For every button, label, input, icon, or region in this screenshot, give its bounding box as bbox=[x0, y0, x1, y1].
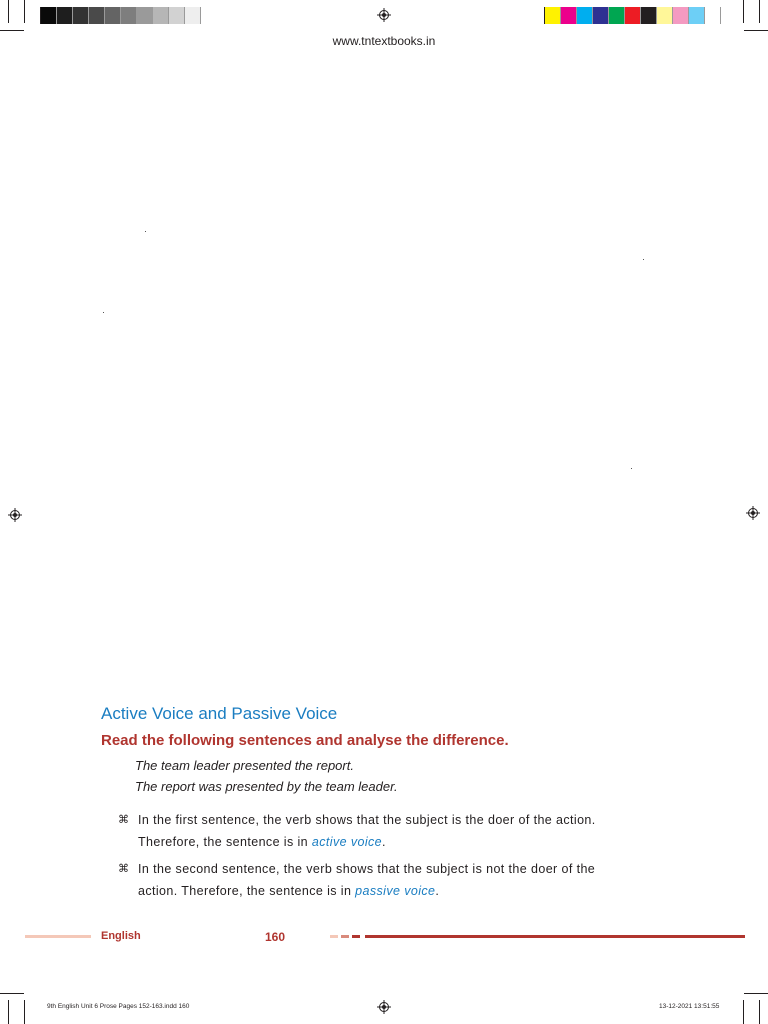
footer-rule-left bbox=[25, 935, 91, 938]
process-color-bar bbox=[544, 7, 721, 24]
registration-mark-icon bbox=[377, 1000, 391, 1014]
footer-dash bbox=[352, 935, 360, 938]
registration-mark-icon bbox=[8, 508, 22, 522]
color-swatch bbox=[169, 7, 185, 24]
registration-mark-icon bbox=[746, 506, 760, 520]
slug-timestamp: 13-12-2021 13:51:55 bbox=[659, 1003, 720, 1010]
crop-mark bbox=[744, 30, 768, 31]
slug-filename: 9th English Unit 6 Prose Pages 152-163.indd 160 bbox=[47, 1003, 190, 1010]
color-swatch bbox=[561, 7, 577, 24]
bullet-icon: ⌘ bbox=[118, 814, 130, 826]
speck bbox=[103, 312, 104, 313]
footer-dash bbox=[341, 935, 349, 938]
color-swatch bbox=[593, 7, 609, 24]
color-swatch bbox=[657, 7, 673, 24]
bullet-text bbox=[138, 858, 658, 902]
example-sentence: The team leader presented the report. bbox=[135, 758, 354, 773]
color-swatch bbox=[73, 7, 89, 24]
bullet-icon: ⌘ bbox=[118, 863, 130, 875]
bullet-line: In the first sentence, the verb shows that the subject is the doer of the action. bbox=[138, 813, 596, 827]
color-swatch bbox=[641, 7, 657, 24]
bullet-line bbox=[138, 831, 658, 853]
example-sentence: The report was presented by the team leader. bbox=[135, 779, 398, 794]
bullet-line: In the second sentence, the verb shows that the subject is not the doer of the bbox=[138, 862, 596, 876]
color-swatch bbox=[545, 7, 561, 24]
color-swatch bbox=[577, 7, 593, 24]
grayscale-color-bar bbox=[40, 7, 201, 24]
section-heading: Active Voice and Passive Voice bbox=[101, 704, 338, 723]
footer-subject: English bbox=[101, 930, 141, 942]
speck bbox=[643, 259, 644, 260]
highlight-term: active voice bbox=[311, 835, 383, 849]
bullet-line bbox=[138, 880, 658, 902]
crop-mark bbox=[0, 30, 24, 31]
bullet-point bbox=[118, 858, 658, 902]
color-swatch bbox=[41, 7, 57, 24]
color-swatch bbox=[609, 7, 625, 24]
highlight-term: passive voice bbox=[355, 884, 436, 898]
color-swatch bbox=[105, 7, 121, 24]
crop-mark bbox=[759, 0, 760, 23]
crop-mark bbox=[24, 1000, 25, 1024]
color-swatch bbox=[625, 7, 641, 24]
color-swatch bbox=[121, 7, 137, 24]
header-url: www.tntextbooks.in bbox=[332, 34, 436, 48]
bullet-line-text: action. Therefore, the sentence is in bbox=[138, 884, 356, 898]
footer-rule-right bbox=[365, 935, 745, 938]
crop-mark bbox=[0, 993, 24, 994]
color-swatch bbox=[57, 7, 73, 24]
bullet-line-text: Therefore, the sentence is in bbox=[138, 835, 312, 849]
bullet-point bbox=[118, 809, 658, 853]
crop-mark bbox=[744, 993, 768, 994]
crop-mark bbox=[743, 0, 744, 23]
bullet-line-text: . bbox=[382, 835, 386, 849]
page-number: 160 bbox=[265, 930, 286, 944]
speck bbox=[631, 468, 632, 469]
registration-mark-icon bbox=[377, 8, 391, 22]
crop-mark bbox=[24, 0, 25, 23]
speck bbox=[145, 231, 146, 232]
crop-mark bbox=[743, 1000, 744, 1024]
color-swatch bbox=[89, 7, 105, 24]
crop-mark bbox=[8, 1000, 9, 1024]
footer-dash bbox=[330, 935, 338, 938]
color-swatch bbox=[153, 7, 169, 24]
color-swatch bbox=[137, 7, 153, 24]
bullet-text bbox=[138, 809, 658, 853]
instruction-text: Read the following sentences and analyse the difference. bbox=[101, 732, 509, 749]
color-swatch bbox=[673, 7, 689, 24]
crop-mark bbox=[759, 1000, 760, 1024]
color-swatch bbox=[185, 7, 201, 24]
color-swatch bbox=[705, 7, 721, 24]
color-swatch bbox=[689, 7, 705, 24]
bullet-line-text: . bbox=[435, 884, 440, 898]
crop-mark bbox=[8, 0, 9, 23]
